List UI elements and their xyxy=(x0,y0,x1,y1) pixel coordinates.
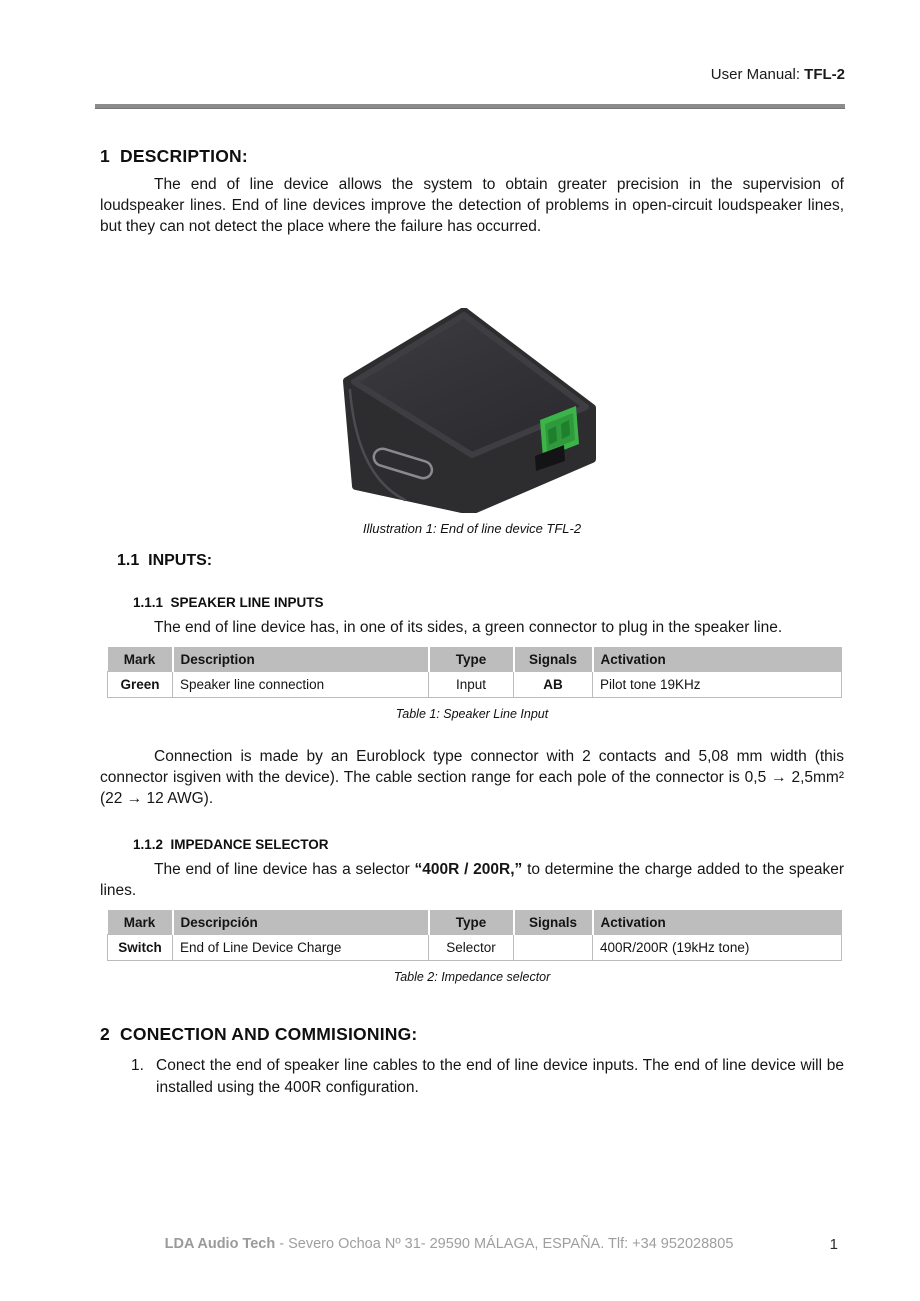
speaker-line-table xyxy=(107,647,842,698)
figure-container xyxy=(100,308,844,510)
table-header-row xyxy=(108,647,842,672)
tfl2-device-image xyxy=(343,308,601,513)
table-cell-signals: AB xyxy=(514,672,593,698)
table-header-row xyxy=(108,910,842,935)
table-cell-description: End of Line Device Charge xyxy=(173,935,429,961)
list-item-number: 1. xyxy=(131,1057,144,1074)
header-model: TFL-2 xyxy=(804,66,845,83)
page-header xyxy=(95,66,845,83)
table-header-cell: Type xyxy=(429,910,514,935)
connection-steps-list xyxy=(131,1055,844,1098)
connection-heading: 2 CONECTION AND COMMISIONING: xyxy=(100,1024,418,1044)
table-header-cell: Descripción xyxy=(173,910,429,935)
page-number: 1 xyxy=(829,1236,838,1253)
table-cell-type: Input xyxy=(429,672,514,698)
table-header-cell: Signals xyxy=(514,910,593,935)
impedance-intro-end: to determine the charge added to the speaker lines. xyxy=(100,861,845,899)
table-cell-mark: Green xyxy=(108,672,173,698)
table-cell-signals xyxy=(514,935,593,961)
table-header-cell: Signals xyxy=(514,647,593,672)
table-header-cell: Activation xyxy=(593,910,842,935)
impedance-intro-paragraph xyxy=(100,859,844,901)
table-header-cell: Mark xyxy=(108,647,173,672)
table-header-cell: Description xyxy=(173,647,429,672)
footer-address xyxy=(100,1236,798,1252)
table-cell-activation: 400R/200R (19kHz tone) xyxy=(593,935,842,961)
table-cell-description: Speaker line connection xyxy=(173,672,429,698)
speaker-line-intro-paragraph: The end of line device has, in one of its sides, a green connector to plug in the speaker line. xyxy=(154,619,783,636)
inputs-heading: 1.1 INPUTS: xyxy=(117,552,213,569)
impedance-intro-start: The end of line device has a selector xyxy=(154,861,415,878)
impedance-selector-heading: 1.1.2 IMPEDANCE SELECTOR xyxy=(133,837,329,852)
table-cell-activation: Pilot tone 19KHz xyxy=(593,672,842,698)
table-header-cell: Mark xyxy=(108,910,173,935)
table-row xyxy=(108,672,842,698)
list-item-text: Conect the end of speaker line cables to the end of line device inputs. The end of line device will be installed using the 400R configuration. xyxy=(156,1057,844,1096)
list-item xyxy=(131,1055,844,1098)
footer-company: LDA Audio Tech xyxy=(164,1236,276,1252)
header-label: User Manual: xyxy=(710,66,805,83)
speaker-line-inputs-heading: 1.1.1 SPEAKER LINE INPUTS xyxy=(133,595,324,610)
footer-address-rest: - Severo Ochoa Nº 31- 29590 MÁLAGA, ESPAÑA. Tlf: +34 952028805 xyxy=(275,1236,734,1252)
illustration-caption: Illustration 1: End of line device TFL-2 xyxy=(362,521,582,536)
description-heading: 1 DESCRIPTION: xyxy=(100,146,248,166)
euroblock-paragraph: Connection is made by an Euroblock type connector with 2 contacts and 5,08 mm width (this connector isgiven with the device). The cable section range for each pole of the connector is 0,5 → 2,5mm² (22 → 12 AWG). xyxy=(100,748,844,807)
table-header-cell: Type xyxy=(429,647,514,672)
description-paragraph: The end of line device allows the system to obtain greater precision in the supervision of loudspeaker lines. End of line devices improve the detection of problems in open-circuit loudspeaker lines, but they can not detect the place where the failure has occurred. xyxy=(100,176,844,235)
page-content xyxy=(100,146,844,1098)
table-cell-type: Selector xyxy=(429,935,514,961)
table-cell-mark: Switch xyxy=(108,935,173,961)
page-footer xyxy=(100,1236,844,1252)
impedance-intro-bold: “400R / 200R,” xyxy=(414,861,523,878)
impedance-table xyxy=(107,910,842,961)
header-divider xyxy=(95,104,845,109)
table1-caption: Table 1: Speaker Line Input xyxy=(395,707,549,721)
table-row xyxy=(108,935,842,961)
table2-caption: Table 2: Impedance selector xyxy=(393,970,551,984)
table-header-cell: Activation xyxy=(593,647,842,672)
